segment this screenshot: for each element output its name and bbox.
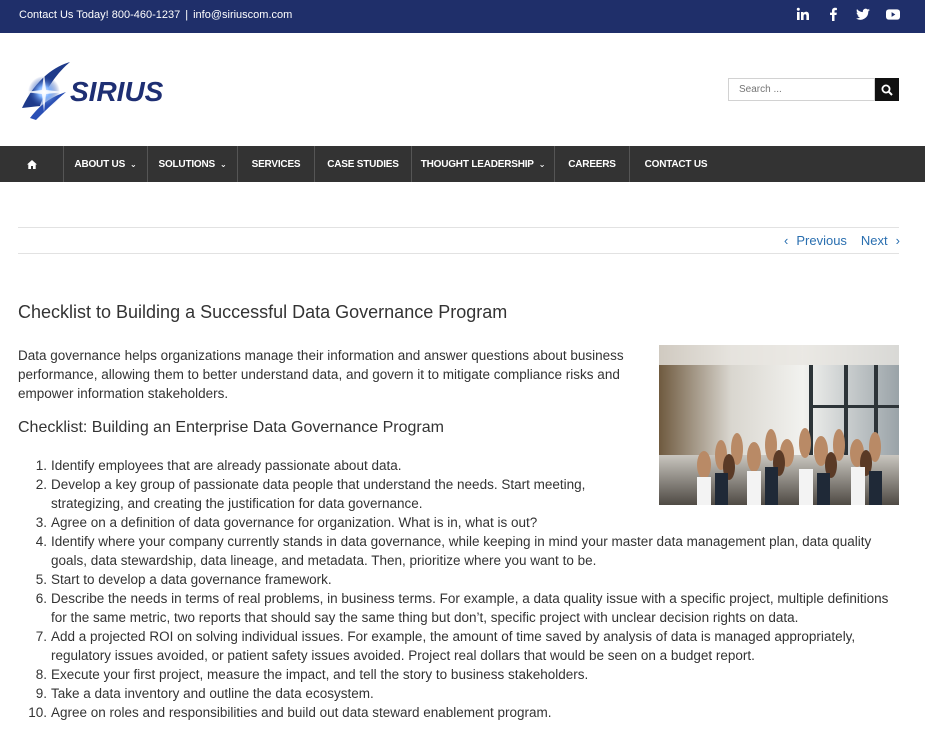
list-item: 10. Agree on roles and responsibilities and build out data steward enablement program. — [28, 705, 552, 720]
linkedin-icon[interactable] — [796, 7, 810, 21]
list-item-text: Identify employees that are already passionate about data. — [51, 458, 402, 473]
chevron-down-icon: ⌄ — [538, 159, 546, 169]
list-item-text: Start to develop a data governance framework. — [51, 572, 332, 587]
nav-about-us-label: ABOUT US — [74, 158, 126, 170]
chevron-down-icon: ⌄ — [220, 159, 227, 169]
top-bar — [0, 0, 925, 33]
chevron-right-icon: › — [895, 233, 900, 248]
contact-phone-text[interactable]: Contact Us Today! 800-460-1237 — [19, 9, 181, 21]
social-links — [796, 7, 900, 21]
list-item-text: Develop a key group of passionate data people that understand the needs. Start meeting, strategizing, and creating the justification for data governance. — [51, 477, 586, 511]
nav-about-us[interactable] — [64, 146, 148, 182]
list-item-text: Describe the needs in terms of real problems, in business terms. For example, a data quality issue with a specific project, multiple definitions for the same metric, two reports that should say the same thing but don’t, specific project with unclear decision rights on data. — [51, 591, 889, 625]
contact-email-link[interactable]: info@siriuscom.com — [193, 9, 293, 21]
nav-case-studies[interactable] — [315, 146, 412, 182]
sirius-logo[interactable] — [18, 58, 213, 124]
nav-solutions[interactable] — [148, 146, 238, 182]
divider-top — [18, 227, 899, 228]
page-title: Checklist to Building a Successful Data Governance Program — [18, 302, 508, 322]
list-item: 5. Start to develop a data governance framework. — [35, 572, 332, 587]
chevron-left-icon: ‹ — [784, 233, 789, 248]
main-nav — [0, 146, 925, 182]
previous-label: Previous — [796, 233, 847, 248]
nav-careers-label: CAREERS — [568, 158, 616, 170]
search-input[interactable] — [728, 78, 875, 101]
list-item: 6. Describe the needs in terms of real problems, in business terms. For example, a data quality issue with a specific project, multiple definitions for the same metric, two reports that should say the same thing but don’t, specific project with unclear decision rights on data. — [35, 591, 889, 625]
search-form — [728, 78, 899, 101]
intro-paragraph: Data governance helps organizations manage their information and answer questions about business performance, allowing them to better understand data, and govern it to mitigate compliance risks and empower information stakeholders. — [18, 348, 624, 401]
chevron-down-icon: ⌄ — [130, 159, 137, 169]
list-item: 3. Agree on a definition of data governance for organization. What is in, what is out? — [35, 515, 538, 530]
list-item: 1. Identify employees that are already passionate about data. — [35, 458, 402, 473]
nav-services-label: SERVICES — [251, 158, 301, 170]
logo-wordmark: SIRIUS — [70, 76, 164, 107]
divider-bottom — [18, 253, 899, 254]
list-item-text: Add a projected ROI on solving individual issues. For example, the amount of time saved by analysis of data is managed appropriately, regulatory issues avoided, or patient safety issues avoided. Project real dollars that would be seen on a budget report. — [51, 629, 856, 663]
list-item-text: Agree on roles and responsibilities and build out data steward enablement program. — [51, 705, 552, 720]
twitter-icon[interactable] — [856, 7, 870, 21]
nav-home[interactable] — [0, 146, 64, 182]
list-item: 2. Develop a key group of passionate data people that understand the needs. Start meeting, strategizing, and creating the justification for data governance. — [35, 477, 586, 511]
list-item-text: Take a data inventory and outline the data ecosystem. — [51, 686, 374, 701]
youtube-icon[interactable] — [886, 7, 900, 21]
nav-case-studies-label: CASE STUDIES — [327, 158, 399, 170]
contact-separator: | — [185, 9, 189, 21]
list-item-text: Identify where your company currently stands in data governance, while keeping in mind your master data management plan, data quality goals, data stewardship, data lineage, and metadata. Then, prioritize where you want to be. — [51, 534, 872, 568]
previous-link[interactable] — [784, 233, 847, 248]
home-icon — [27, 160, 37, 169]
list-item: 4. Identify where your company currently stands in data governance, while keeping in mind your master data management plan, data quality goals, data stewardship, data lineage, and metadata. Then, prioritize where you want to be. — [35, 534, 872, 568]
facebook-icon[interactable] — [826, 7, 840, 21]
list-item: 9. Take a data inventory and outline the data ecosystem. — [35, 686, 374, 701]
nav-solutions-label: SOLUTIONS — [158, 158, 216, 170]
search-button[interactable] — [875, 78, 899, 101]
nav-contact-us-label: CONTACT US — [644, 158, 708, 170]
top-contact — [19, 9, 292, 21]
nav-thought-leadership[interactable] — [412, 146, 555, 182]
checklist-heading: Checklist: Building an Enterprise Data Governance Program — [18, 419, 444, 436]
list-item: 8. Execute your first project, measure the impact, and tell the story to business stakeholders. — [35, 667, 589, 682]
list-item-text: Agree on a definition of data governance for organization. What is in, what is out? — [51, 515, 538, 530]
list-item-text: Execute your first project, measure the impact, and tell the story to business stakeholders. — [51, 667, 589, 682]
checklist — [18, 456, 903, 722]
nav-contact-us[interactable] — [630, 146, 722, 182]
search-icon — [881, 84, 893, 96]
nav-services[interactable] — [238, 146, 315, 182]
next-link[interactable] — [861, 233, 900, 248]
nav-thought-leadership-label: THOUGHT LEADERSHIP — [420, 158, 534, 170]
next-label: Next — [860, 233, 888, 248]
nav-careers[interactable] — [555, 146, 630, 182]
post-navigation — [784, 233, 900, 248]
list-item: 7. Add a projected ROI on solving individual issues. For example, the amount of time saved by analysis of data is managed appropriately, regulatory issues avoided, or patient safety issues avoided. Project real dollars that would be seen on a budget report. — [35, 629, 856, 663]
